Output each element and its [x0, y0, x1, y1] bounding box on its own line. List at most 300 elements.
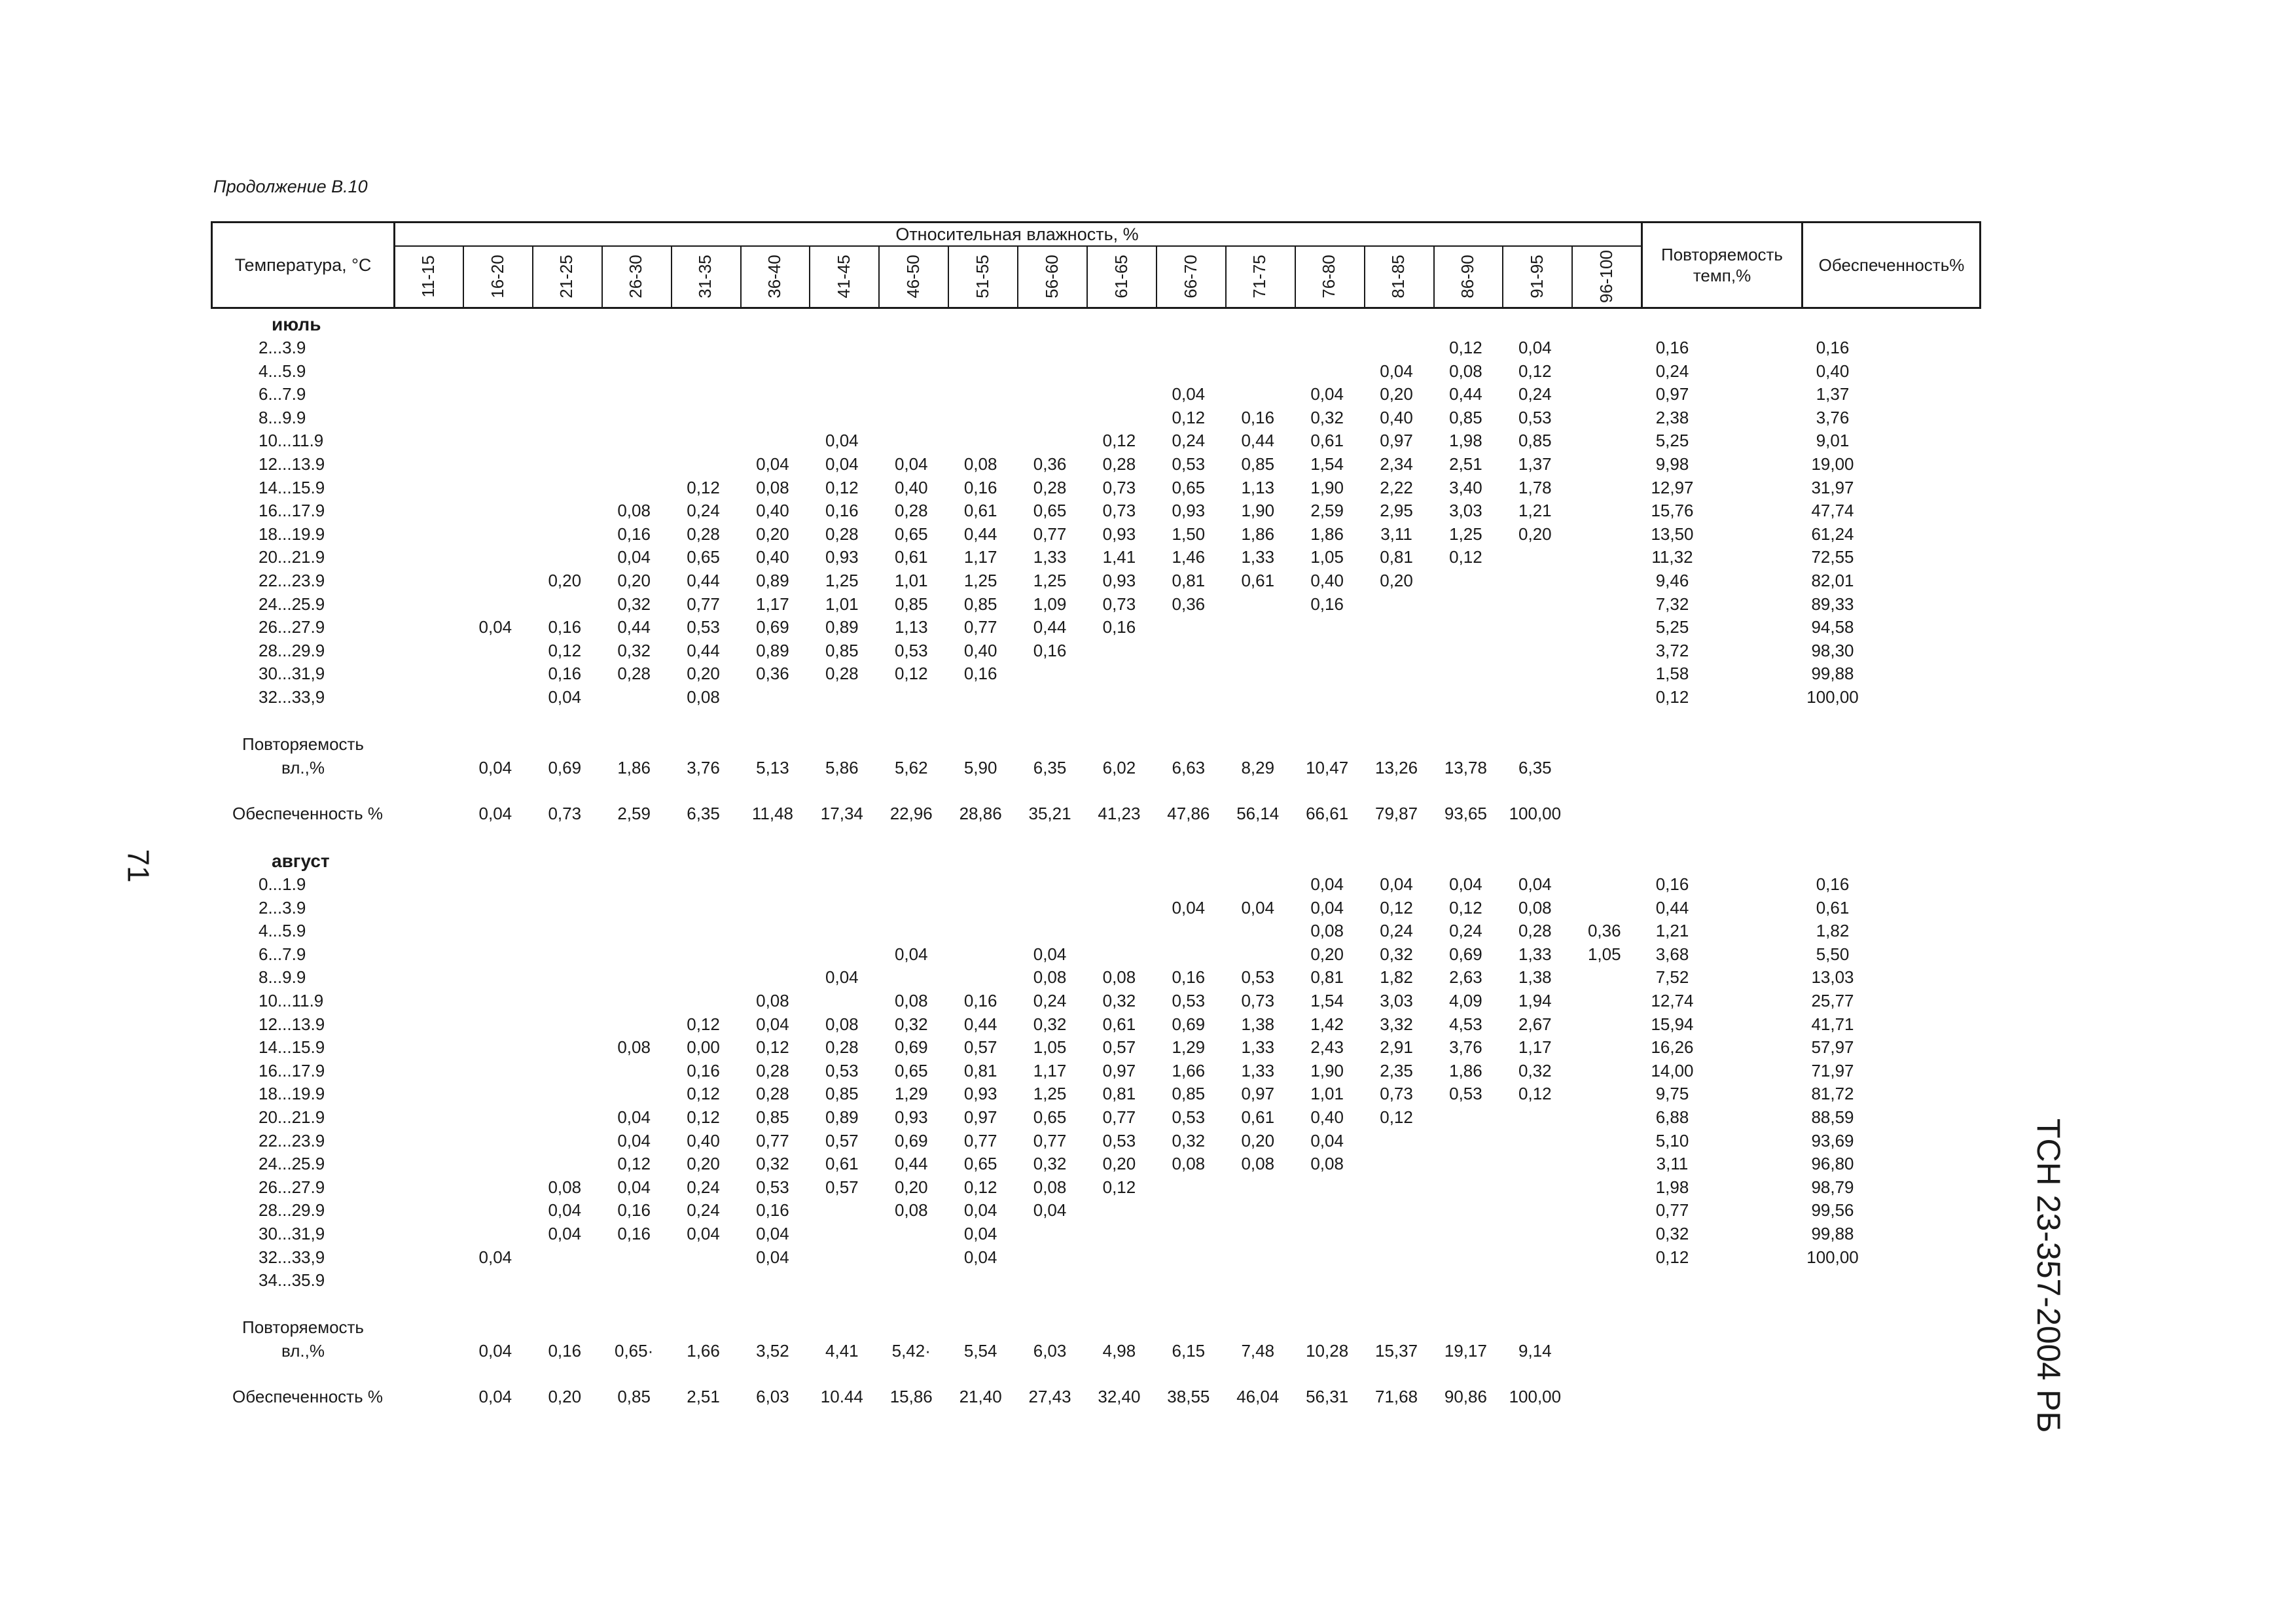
table-cell: 2,67 — [1518, 1014, 1552, 1034]
table-cell: 0,04 — [617, 547, 651, 567]
table-cell: 1,17 — [1518, 1037, 1552, 1058]
table-cell: 0,08 — [687, 687, 720, 707]
temperature-header: Температура, °С — [234, 255, 372, 275]
table-cell: 0,12 — [894, 664, 928, 684]
table-cell: 0,04 — [1033, 944, 1067, 964]
table-cell: 0,53 — [756, 1177, 789, 1197]
table-cell: 1,50 — [1172, 524, 1206, 544]
temperature-range-label: 10...11.9 — [259, 991, 324, 1010]
temperature-range-label: 32...33,9 — [259, 1247, 325, 1267]
table-cell: 0,04 — [1518, 338, 1552, 357]
provision-total: 100,00 — [1509, 1386, 1562, 1406]
table-cell: 0,28 — [756, 1060, 789, 1080]
table-cell: 1,33 — [1518, 944, 1552, 964]
table-cell: 1,13 — [894, 617, 928, 637]
repeatability-value: 9,75 — [1655, 1084, 1689, 1104]
table-cell: 1,05 — [1587, 944, 1621, 964]
table-cell: 0,85 — [963, 594, 997, 614]
table-cell: 0,53 — [1241, 967, 1275, 988]
table-cell: 0,04 — [617, 1130, 651, 1150]
table-cell: 0,24 — [687, 1177, 720, 1197]
header-rule — [1017, 245, 1018, 307]
provision-total: 15,86 — [889, 1386, 933, 1406]
table-cell: 0,36 — [1033, 454, 1067, 474]
provision-total: 93,65 — [1444, 803, 1487, 823]
table-cell: 0,20 — [617, 571, 651, 590]
table-cell: 0,69 — [894, 1037, 928, 1058]
table-cell: 0,93 — [1102, 524, 1136, 544]
table-cell: 1,09 — [1033, 594, 1067, 614]
table-cell: 0,16 — [756, 1200, 789, 1221]
table-cell: 0,12 — [825, 477, 859, 497]
table-cell: 0,32 — [1380, 944, 1413, 964]
table-cell: 0,16 — [1310, 594, 1344, 614]
table-cell: 0,04 — [756, 1224, 789, 1243]
table-cell: 1,78 — [1518, 477, 1552, 497]
repeatability-total: 0,04 — [478, 1340, 512, 1361]
repeatability-value: 15,94 — [1651, 1014, 1694, 1034]
table-cell: 0,53 — [1102, 1130, 1136, 1150]
table-cell: 1,33 — [1241, 1060, 1275, 1080]
provision-total: 47,86 — [1167, 803, 1210, 823]
table-cell: 0,77 — [756, 1130, 789, 1150]
table-cell: 0,04 — [1380, 874, 1413, 894]
table-cell: 1,01 — [1310, 1084, 1344, 1104]
table-cell: 0,24 — [1033, 991, 1067, 1010]
repeatability-value: 0,16 — [1655, 338, 1689, 357]
provision-total: 90,86 — [1444, 1386, 1487, 1406]
table-cell: 0,04 — [1241, 897, 1275, 918]
table-cell: 0,32 — [617, 594, 651, 614]
temperature-range-label: 24...25.9 — [259, 594, 325, 614]
table-cell: 0,97 — [1102, 1060, 1136, 1080]
table-cell: 1,29 — [1172, 1037, 1206, 1058]
provision-value: 93,69 — [1811, 1130, 1854, 1150]
humidity-bin-header: 36-40 — [764, 254, 784, 298]
temperature-range-label: 30...31,9 — [259, 1224, 325, 1243]
table-cell: 0,20 — [1380, 571, 1413, 590]
table-cell: 1,29 — [894, 1084, 928, 1104]
repeatability-total: 1,66 — [687, 1340, 720, 1361]
provision-total: 2,59 — [617, 803, 651, 823]
temperature-range-label: 2...3.9 — [259, 897, 306, 918]
provision-total: 66,61 — [1306, 803, 1349, 823]
table-cell: 0,16 — [548, 617, 582, 637]
table-cell: 0,20 — [1518, 524, 1552, 544]
table-cell: 1,66 — [1172, 1060, 1206, 1080]
table-caption: Продолжение В.10 — [213, 177, 368, 196]
table-cell: 0,08 — [1310, 921, 1344, 941]
table-cell: 0,36 — [756, 664, 789, 684]
table-cell: 0,16 — [1241, 407, 1275, 427]
table-cell: 0,20 — [548, 571, 582, 590]
table-cell: 0,89 — [825, 617, 859, 637]
provision-value: 9,01 — [1816, 431, 1850, 451]
table-cell: 0,04 — [825, 454, 859, 474]
table-cell: 0,12 — [1449, 338, 1482, 357]
humidity-bin-header: 16-20 — [487, 254, 507, 298]
repeatability-label: Повторяемость — [242, 1317, 364, 1337]
temperature-range-label: 2...3.9 — [259, 338, 306, 357]
repeatability-total: 5,42· — [891, 1340, 931, 1361]
provision-value: 31,97 — [1811, 477, 1854, 497]
table-cell: 3,11 — [1380, 524, 1412, 544]
temperature-range-label: 22...23.9 — [259, 571, 325, 590]
humidity-bin-header: 31-35 — [695, 254, 715, 298]
table-cell: 0,08 — [617, 501, 651, 521]
provision-value: 0,16 — [1816, 338, 1850, 357]
repeatability-value: 13,50 — [1651, 524, 1694, 544]
provision-value: 41,71 — [1811, 1014, 1854, 1034]
table-cell: 0,04 — [1310, 384, 1344, 404]
table-cell: 0,40 — [756, 547, 789, 567]
table-cell: 1,42 — [1310, 1014, 1344, 1034]
table-cell: 0,44 — [894, 1154, 928, 1174]
table-cell: 0,12 — [687, 477, 720, 497]
provision-total: 27,43 — [1028, 1386, 1071, 1406]
humidity-bin-header: 71-75 — [1249, 254, 1270, 298]
table-cell: 0,04 — [756, 454, 789, 474]
table-cell: 0,16 — [1033, 640, 1067, 660]
table-cell: 1,25 — [963, 571, 997, 590]
table-cell: 0,28 — [825, 1037, 859, 1058]
table-cell: 1,05 — [1310, 547, 1344, 567]
table-cell: 0,00 — [687, 1037, 720, 1058]
table-cell: 0,20 — [1102, 1154, 1136, 1174]
temperature-range-label: 26...27.9 — [259, 1177, 325, 1197]
repeatability-total: 0,69 — [548, 757, 582, 777]
table-cell: 0,16 — [1172, 967, 1206, 988]
table-cell: 0,89 — [825, 1107, 859, 1127]
header-rule — [878, 245, 880, 307]
document-number: ТСН 23-357-2004 РБ — [2030, 1118, 2067, 1433]
table-cell: 0,73 — [1380, 1084, 1413, 1104]
provision-total: 22,96 — [889, 803, 933, 823]
table-cell: 0,81 — [1172, 571, 1206, 590]
provision-value: 71,97 — [1811, 1060, 1854, 1080]
table-cell: 0,53 — [1172, 1107, 1206, 1127]
table-cell: 0,04 — [1172, 384, 1206, 404]
table-cell: 0,40 — [1310, 571, 1344, 590]
header-rule — [1086, 245, 1088, 307]
table-cell: 1,17 — [963, 547, 997, 567]
repeatability-total: 8,29 — [1241, 757, 1275, 777]
table-cell: 0,65 — [963, 1154, 997, 1174]
header-rule — [532, 245, 533, 307]
table-cell: 0,61 — [1241, 1107, 1275, 1127]
table-cell: 1,54 — [1310, 991, 1344, 1010]
table-cell: 0,08 — [894, 1200, 928, 1221]
provision-total: 17,34 — [820, 803, 863, 823]
table-cell: 1,46 — [1172, 547, 1206, 567]
provision-value: 98,30 — [1811, 640, 1854, 660]
table-cell: 0,12 — [1380, 897, 1413, 918]
table-cell: 0,24 — [687, 1200, 720, 1221]
temperature-range-label: 20...21.9 — [259, 547, 325, 567]
table-cell: 0,44 — [687, 571, 720, 590]
repeatability-value: 15,76 — [1651, 501, 1694, 521]
table-cell: 0,16 — [687, 1060, 720, 1080]
table-cell: 0,28 — [1033, 477, 1067, 497]
table-cell: 0,44 — [1449, 384, 1482, 404]
page-number: 71 — [121, 849, 156, 883]
repeatability-total: 13,26 — [1375, 757, 1418, 777]
repeatability-value: 16,26 — [1651, 1037, 1694, 1058]
humidity-bin-header: 51-55 — [972, 254, 992, 298]
table-cell: 0,04 — [478, 1247, 512, 1267]
provision-value: 0,61 — [1816, 897, 1850, 918]
repeatability-value: 5,10 — [1655, 1130, 1689, 1150]
table-cell: 2,22 — [1380, 477, 1413, 497]
table-cell: 0,20 — [687, 1154, 720, 1174]
repeatability-total: 4,98 — [1102, 1340, 1136, 1361]
table-cell: 1,33 — [1241, 1037, 1275, 1058]
repeatability-total: 7,48 — [1241, 1340, 1275, 1361]
table-cell: 2,59 — [1310, 501, 1344, 521]
humidity-bin-header: 91-95 — [1526, 254, 1547, 298]
table-cell: 0,04 — [756, 1014, 789, 1034]
table-cell: 0,97 — [1380, 431, 1413, 451]
provision-value: 94,58 — [1811, 617, 1854, 637]
table-cell: 1,90 — [1241, 501, 1275, 521]
table-cell: 0,12 — [548, 640, 582, 660]
table-cell: 0,08 — [756, 477, 789, 497]
table-cell: 0,32 — [756, 1154, 789, 1174]
table-cell: 0,28 — [894, 501, 928, 521]
table-cell: 0,53 — [825, 1060, 859, 1080]
header-rule — [1641, 223, 1643, 307]
provision-value: 88,59 — [1811, 1107, 1854, 1127]
table-cell: 0,44 — [687, 640, 720, 660]
table-cell: 0,61 — [825, 1154, 859, 1174]
table-cell: 0,12 — [1449, 547, 1482, 567]
humidity-bin-header: 96-100 — [1596, 249, 1616, 303]
table-cell: 0,08 — [1033, 1177, 1067, 1197]
provision-value: 96,80 — [1811, 1154, 1854, 1174]
table-cell: 0,28 — [825, 524, 859, 544]
repeatability-total: 5,62 — [894, 757, 928, 777]
header-rule — [1433, 245, 1435, 307]
table-cell: 0,04 — [617, 1177, 651, 1197]
provision-value: 25,77 — [1811, 991, 1854, 1010]
table-cell: 0,40 — [1380, 407, 1413, 427]
table-cell: 0,12 — [1518, 1084, 1552, 1104]
repeatability-total: 0,65· — [615, 1340, 654, 1361]
repeatability-value: 7,32 — [1655, 594, 1689, 614]
header-rule — [1801, 223, 1803, 307]
table-cell: 0,53 — [894, 640, 928, 660]
table-cell: 0,44 — [963, 524, 997, 544]
repeatability-total: 5,54 — [963, 1340, 997, 1361]
table-cell: 0,44 — [617, 617, 651, 637]
table-cell: 4,09 — [1449, 991, 1482, 1010]
provision-total: 11,48 — [751, 803, 793, 823]
provision-label: Обеспеченность % — [232, 1386, 383, 1406]
header-rule — [1502, 245, 1503, 307]
repeatability-value: 6,88 — [1655, 1107, 1689, 1127]
table-cell: 0,57 — [825, 1177, 859, 1197]
table-cell: 0,73 — [1241, 991, 1275, 1010]
repeatability-total: 6,63 — [1172, 757, 1206, 777]
header-rule — [601, 245, 603, 307]
table-cell: 0,16 — [963, 664, 997, 684]
repeatability-value: 1,58 — [1655, 664, 1689, 684]
table-cell: 0,85 — [1172, 1084, 1206, 1104]
temperature-range-label: 10...11.9 — [259, 431, 324, 451]
table-cell: 1,25 — [1449, 524, 1482, 544]
table-cell: 0,04 — [963, 1224, 997, 1243]
table-cell: 0,57 — [1102, 1037, 1136, 1058]
table-cell: 0,12 — [1172, 407, 1206, 427]
provision-total: 21,40 — [959, 1386, 1002, 1406]
table-cell: 0,08 — [756, 991, 789, 1010]
table-cell: 0,16 — [548, 664, 582, 684]
provision-total: 41,23 — [1098, 803, 1141, 823]
table-cell: 0,04 — [1310, 1130, 1344, 1150]
table-cell: 1,21 — [1518, 501, 1552, 521]
table-cell: 0,04 — [1172, 897, 1206, 918]
table-cell: 1,17 — [1033, 1060, 1067, 1080]
provision-total: 0,73 — [548, 803, 582, 823]
provision-total: 56,14 — [1236, 803, 1280, 823]
provision-total: 100,00 — [1509, 803, 1562, 823]
table-cell: 0,53 — [1449, 1084, 1482, 1104]
table-cell: 0,40 — [756, 501, 789, 521]
repeatability-value: 0,24 — [1655, 361, 1689, 381]
table-cell: 0,77 — [1033, 524, 1067, 544]
table-cell: 0,69 — [894, 1130, 928, 1150]
repeatability-value: 1,98 — [1655, 1177, 1689, 1197]
table-cell: 0,24 — [687, 501, 720, 521]
table-cell: 0,28 — [825, 664, 859, 684]
table-cell: 0,12 — [1102, 431, 1136, 451]
table-cell: 0,04 — [548, 1200, 582, 1221]
table-cell: 0,40 — [894, 477, 928, 497]
table-cell: 0,97 — [963, 1107, 997, 1127]
provision-total: 10.44 — [820, 1386, 863, 1406]
table-cell: 0,28 — [756, 1084, 789, 1104]
table-cell: 0,53 — [1518, 407, 1552, 427]
temperature-range-label: 26...27.9 — [259, 617, 325, 637]
table-cell: 0,65 — [1033, 1107, 1067, 1127]
table-cell: 0,04 — [1380, 361, 1413, 381]
repeatability-value: 7,52 — [1655, 967, 1689, 988]
repeatability-total: 6,02 — [1102, 757, 1136, 777]
table-cell: 0,73 — [1102, 501, 1136, 521]
repeatability-value: 0,32 — [1655, 1224, 1689, 1243]
table-cell: 0,04 — [1033, 1200, 1067, 1221]
table-cell: 0,12 — [687, 1107, 720, 1127]
table-cell: 1,98 — [1449, 431, 1482, 451]
table-cell: 0,04 — [963, 1200, 997, 1221]
temperature-range-label: 16...17.9 — [259, 501, 325, 521]
provision-total: 6,03 — [756, 1386, 789, 1406]
table-cell: 3,03 — [1449, 501, 1482, 521]
table-cell: 2,91 — [1380, 1037, 1413, 1058]
table-cell: 0,28 — [1518, 921, 1552, 941]
table-cell: 0,16 — [1102, 617, 1136, 637]
provision-value: 0,40 — [1816, 361, 1850, 381]
provision-total: 2,51 — [687, 1386, 720, 1406]
table-cell: 0,08 — [1449, 361, 1482, 381]
temperature-range-label: 16...17.9 — [259, 1060, 325, 1080]
repeatability-value: 3,68 — [1655, 944, 1689, 964]
month-title: июль — [272, 314, 321, 334]
repeatability-total: 6,35 — [1518, 757, 1552, 777]
temperature-range-label: 34...35.9 — [259, 1270, 325, 1291]
temperature-range-label: 8...9.9 — [259, 407, 306, 427]
provision-total: 46,04 — [1236, 1386, 1280, 1406]
repeatability-total: 19,17 — [1444, 1340, 1487, 1361]
table-cell: 0,32 — [1033, 1014, 1067, 1034]
table-cell: 2,34 — [1380, 454, 1413, 474]
table-cell: 0,24 — [1172, 431, 1206, 451]
table-cell: 0,08 — [963, 454, 997, 474]
table-cell: 0,69 — [1172, 1014, 1206, 1034]
repeatability-total: 9,14 — [1518, 1340, 1552, 1361]
provision-value: 19,00 — [1811, 454, 1854, 474]
provision-value: 81,72 — [1811, 1084, 1854, 1104]
provision-total: 32,40 — [1098, 1386, 1141, 1406]
humidity-bin-header: 26-30 — [626, 254, 646, 298]
table-cell: 0,20 — [894, 1177, 928, 1197]
repeatability-total: 6,15 — [1172, 1340, 1206, 1361]
humidity-bin-header: 76-80 — [1319, 254, 1339, 298]
provision-value: 3,76 — [1816, 407, 1850, 427]
repeatability-total: 0,04 — [478, 757, 512, 777]
temperature-range-label: 24...25.9 — [259, 1154, 325, 1174]
table-cell: 0,81 — [963, 1060, 997, 1080]
temperature-range-label: 28...29.9 — [259, 1200, 325, 1221]
provision-header: Обеспеченность% — [1818, 255, 1965, 275]
temperature-range-label: 18...19.9 — [259, 524, 325, 544]
table-cell: 1,25 — [825, 571, 859, 590]
provision-value: 99,88 — [1811, 1224, 1854, 1243]
table-cell: 0,04 — [894, 454, 928, 474]
table-cell: 0,04 — [1310, 874, 1344, 894]
header-rule — [809, 245, 810, 307]
repeatability-value: 9,98 — [1655, 454, 1689, 474]
table-cell: 0,12 — [1449, 897, 1482, 918]
table-cell: 0,65 — [894, 1060, 928, 1080]
table-cell: 0,04 — [548, 687, 582, 707]
table-cell: 0,44 — [1033, 617, 1067, 637]
table-cell: 0,32 — [1172, 1130, 1206, 1150]
table-cell: 0,53 — [1172, 991, 1206, 1010]
table-cell: 0,08 — [1102, 967, 1136, 988]
header-rule — [740, 245, 742, 307]
humidity-bin-header: 61-65 — [1111, 254, 1131, 298]
table-cell: 0,77 — [963, 617, 997, 637]
table-cell: 1,41 — [1102, 547, 1136, 567]
table-cell: 0,24 — [1449, 921, 1482, 941]
table-cell: 0,85 — [756, 1107, 789, 1127]
table-cell: 1,54 — [1310, 454, 1344, 474]
table-cell: 0,20 — [1310, 944, 1344, 964]
provision-total: 0,04 — [478, 1386, 512, 1406]
table-cell: 0,81 — [1380, 547, 1413, 567]
humidity-bin-header: 86-90 — [1457, 254, 1477, 298]
table-cell: 0,04 — [1310, 897, 1344, 918]
table-cell: 0,97 — [1241, 1084, 1275, 1104]
table-cell: 0,20 — [1380, 384, 1413, 404]
table-cell: 2,51 — [1449, 454, 1482, 474]
provision-value: 89,33 — [1811, 594, 1854, 614]
humidity-bin-header: 21-25 — [556, 254, 577, 298]
table-cell: 0,12 — [687, 1084, 720, 1104]
repeatability-total: 3,52 — [756, 1340, 789, 1361]
humidity-bin-header: 46-50 — [903, 254, 923, 298]
